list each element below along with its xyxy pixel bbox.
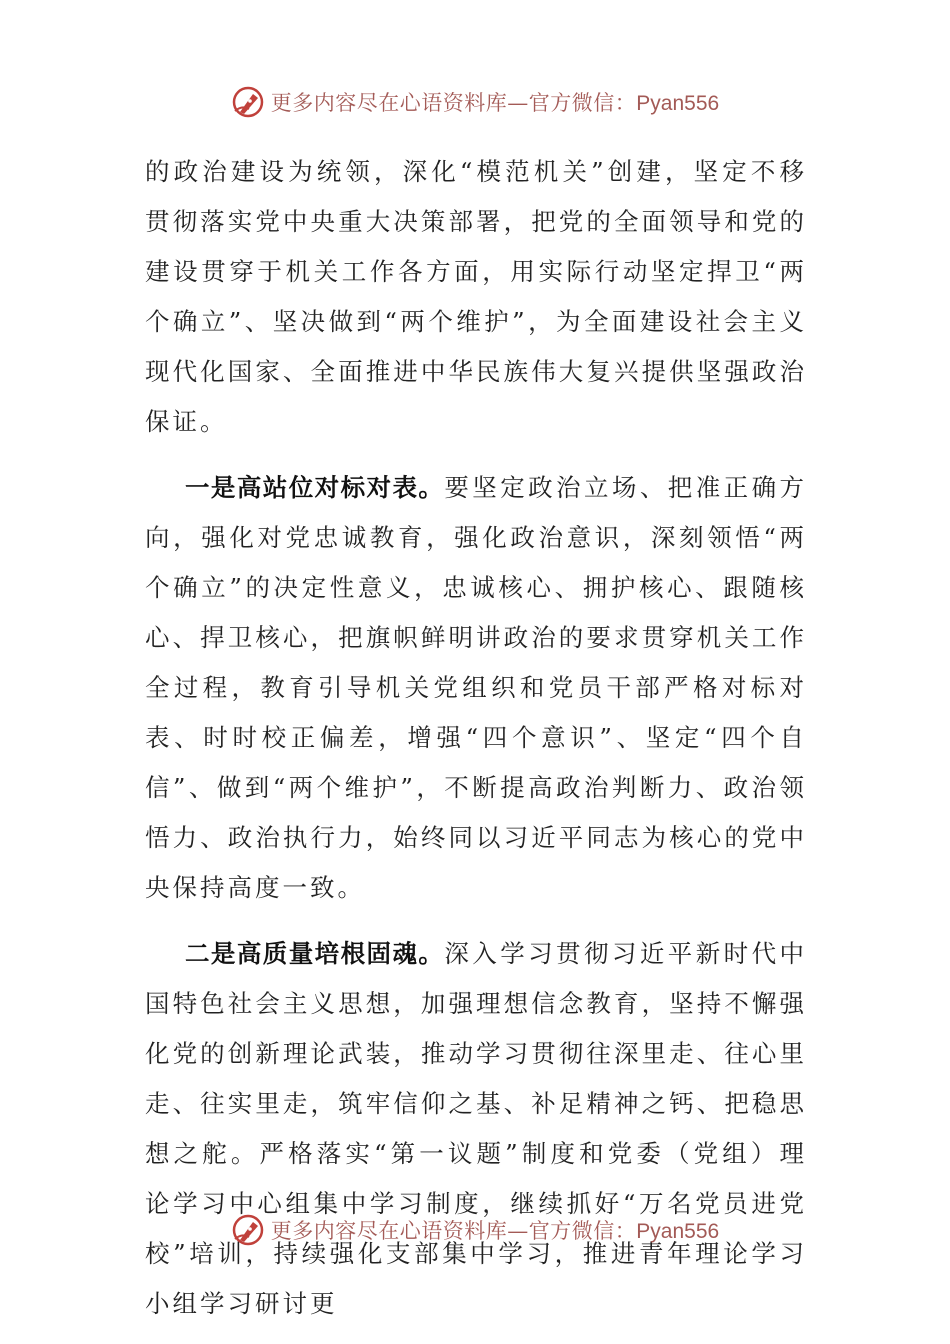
header-banner-text <box>271 87 719 117</box>
header-banner <box>0 80 950 124</box>
document-body <box>145 147 807 1329</box>
footer-banner <box>0 1208 950 1252</box>
header-banner-label: 更多内容尽在心语资料库—官方微信： <box>270 91 637 115</box>
footer-banner-label: 更多内容尽在心语资料库—官方微信： <box>270 1219 637 1243</box>
paragraph-point-two <box>145 929 807 1329</box>
footer-wechat-handle: Pyan556 <box>636 1220 720 1243</box>
pen-nib-logo-icon <box>231 1213 265 1247</box>
paragraph-lead-heading: 一是高站位对标对表。 <box>185 473 445 502</box>
paragraph-lead-heading: 二是高质量培根固魂。 <box>185 939 445 968</box>
paragraph-intro-continued <box>145 147 807 447</box>
paragraph-text: 要坚定政治立场、把准正确方向，强化对党忠诚教育，强化政治意识，深刻领悟“两个确立”的决定性意义，忠诚核心、拥护核心、跟随核心、捍卫核心，把旗帜鲜明讲政治的要求贯穿机关工作全过程，教育引导机关党组织和党员干部严格对标对表、时时校正偏差，增强“四个意识”、坚定“四个自信”、做到“两个维护”，不断提高政治判断力、政治领悟力、政治执行力，始终同以习近平同志为核心的党中央保持高度一致。 <box>145 473 808 902</box>
paragraph-text: 深入学习贯彻习近平新时代中国特色社会主义思想，加强理想信念教育，坚持不懈强化党的创新理论武装，推动学习贯彻往深里走、往心里走、往实里走，筑牢信仰之基、补足精神之钙、把稳思想之舵。严格落实“第一议题”制度和党委（党组）理论学习中心组集中学习制度，继续抓好“万名党员进党校”培训，持续强化支部集中学习，推进青年理论学习小组学习研讨更 <box>145 939 808 1318</box>
paragraph-point-one <box>145 463 807 913</box>
paragraph-text: 的政治建设为统领，深化“模范机关”创建，坚定不移贯彻落实党中央重大决策部署，把党的全面领导和党的建设贯穿于机关工作各方面，用实际行动坚定捍卫“两个确立”、坚决做到“两个维护”，为全面建设社会主义现代化国家、全面推进中华民族伟大复兴提供坚强政治保证。 <box>145 157 807 436</box>
pen-nib-logo-icon <box>231 85 265 119</box>
footer-banner-text <box>271 1215 719 1245</box>
header-wechat-handle: Pyan556 <box>636 92 720 115</box>
